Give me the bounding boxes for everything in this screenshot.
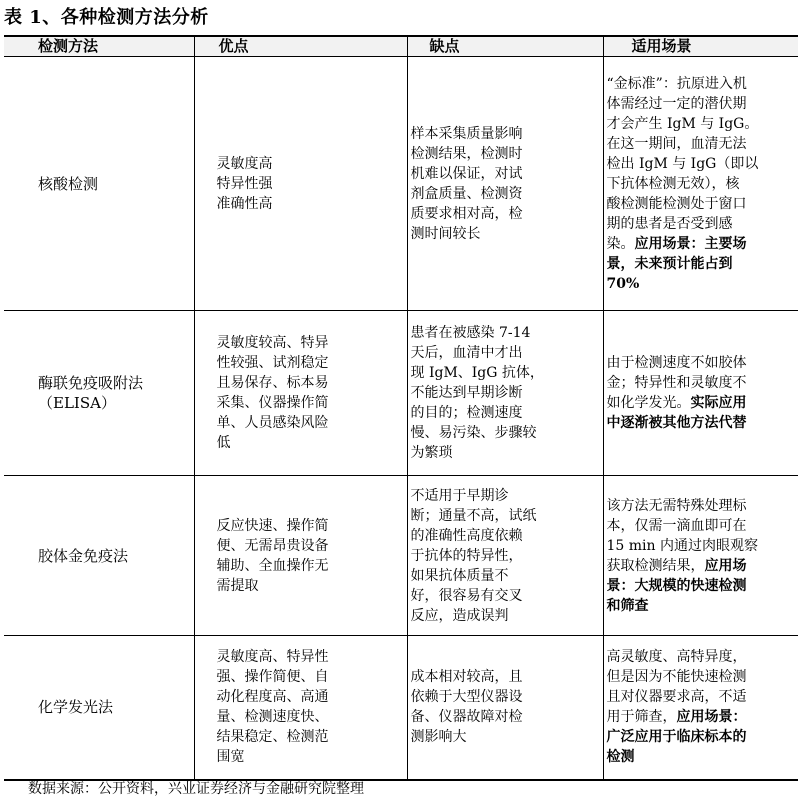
scenario-cell <box>603 476 798 636</box>
scenario-highlight: 实际应用 中逐渐被其他方法代替 <box>606 395 747 431</box>
scenario-highlight: 应用场景： 广泛应用于临床标本的 检测 <box>606 709 747 766</box>
method-cell <box>4 476 194 636</box>
advantages-cell <box>194 636 407 780</box>
disadvantages-text: 不适用于早期诊 断；通量不高，试纸 的准确性高度依赖 于抗体的特异性， 如果抗体质量不 好，很容易有交叉 反应，造成误判 <box>410 487 537 624</box>
advantages-cell <box>194 311 407 476</box>
method-name: 胶体金免疫法 <box>38 546 129 565</box>
method-name: 化学发光法 <box>38 698 114 717</box>
header-advantages: 优点 <box>194 36 407 57</box>
advantages-text: 反应快速、操作简 便、无需昂贵设备 辅助、全血操作无 需提取 <box>216 517 329 594</box>
method-name: 核酸检测 <box>38 174 99 193</box>
disadvantages-cell <box>407 476 603 636</box>
scenario-text: 该方法无需特殊处理标 本，仅需一滴血即可在 15 min 内通过肉眼观察 获取检测结果， <box>606 497 758 574</box>
table-header-row <box>4 36 798 57</box>
method-name: 酶联免疫吸附法 （ELISA） <box>38 374 144 412</box>
scenario-highlight: 应用场 景：大规模的快速检测 和筛查 <box>606 557 747 614</box>
table-row <box>4 636 798 780</box>
advantages-cell <box>194 476 407 636</box>
scenario-text: “金标准”：抗原进入机 体需经过一定的潜伏期 才会产生 IgM 与 IgG。 在这一期间，血清无法 检出 IgM 与 IgG（即以 下抗体检测无效），核 酸检测能检测处于窗口 期的患者是否受到感 染。 <box>606 75 759 252</box>
table-row <box>4 57 798 311</box>
table-title: 表 1、各种检测方法分析 <box>4 7 209 28</box>
scenario-highlight: 应用场景：主要场 景，未来预计能占到 70% <box>606 235 747 292</box>
table-row <box>4 311 798 476</box>
scenario-text: 由于检测速度不如胶体 金；特异性和灵敏度不 如化学发光。 <box>606 355 747 411</box>
header-method: 检测方法 <box>4 36 194 57</box>
disadvantages-text: 样本采集质量影响 检测结果，检测时 机难以保证，对试 剂盒质量、检测资 质要求相对高，检 测时间较长 <box>410 125 523 242</box>
method-cell <box>4 636 194 780</box>
method-cell <box>4 57 194 311</box>
advantages-text: 灵敏度高、特异性 强、操作简便、自 动化程度高、高通 量、检测速度快、 结果稳定、检测范 围宽 <box>216 649 329 766</box>
scenario-cell <box>603 311 798 476</box>
disadvantages-cell <box>407 311 603 476</box>
detection-methods-table <box>4 35 798 781</box>
disadvantages-cell <box>407 57 603 311</box>
header-disadvantages: 缺点 <box>407 36 603 57</box>
scenario-text: 高灵敏度、高特异度， 但是因为不能快速检测 且对仪器要求高，不适 用于筛查， <box>606 649 747 726</box>
data-source-note: 数据来源：公开资料，兴业证券经济与金融研究院整理 <box>28 781 364 797</box>
advantages-text: 灵敏度高 特异性强 准确性高 <box>216 155 273 212</box>
disadvantages-cell <box>407 636 603 780</box>
advantages-text: 灵敏度较高、特异 性较强、试剂稳定 且易保存、标本易 采集、仪器操作简 单、人员感染风险 低 <box>216 335 329 451</box>
method-cell <box>4 311 194 476</box>
disadvantages-text: 成本相对较高，且 依赖于大型仪器设 备、仪器故障对检 测影响大 <box>410 669 523 746</box>
scenario-cell <box>603 636 798 780</box>
header-scenario: 适用场景 <box>603 36 798 57</box>
table-row <box>4 476 798 636</box>
advantages-cell <box>194 57 407 311</box>
scenario-cell <box>603 57 798 311</box>
disadvantages-text: 患者在被感染 7-14 天后，血清中才出 现 IgM、IgG 抗体， 不能达到早期诊断 的目的；检测速度 慢、易污染、步骤较 为繁琐 <box>410 325 544 461</box>
